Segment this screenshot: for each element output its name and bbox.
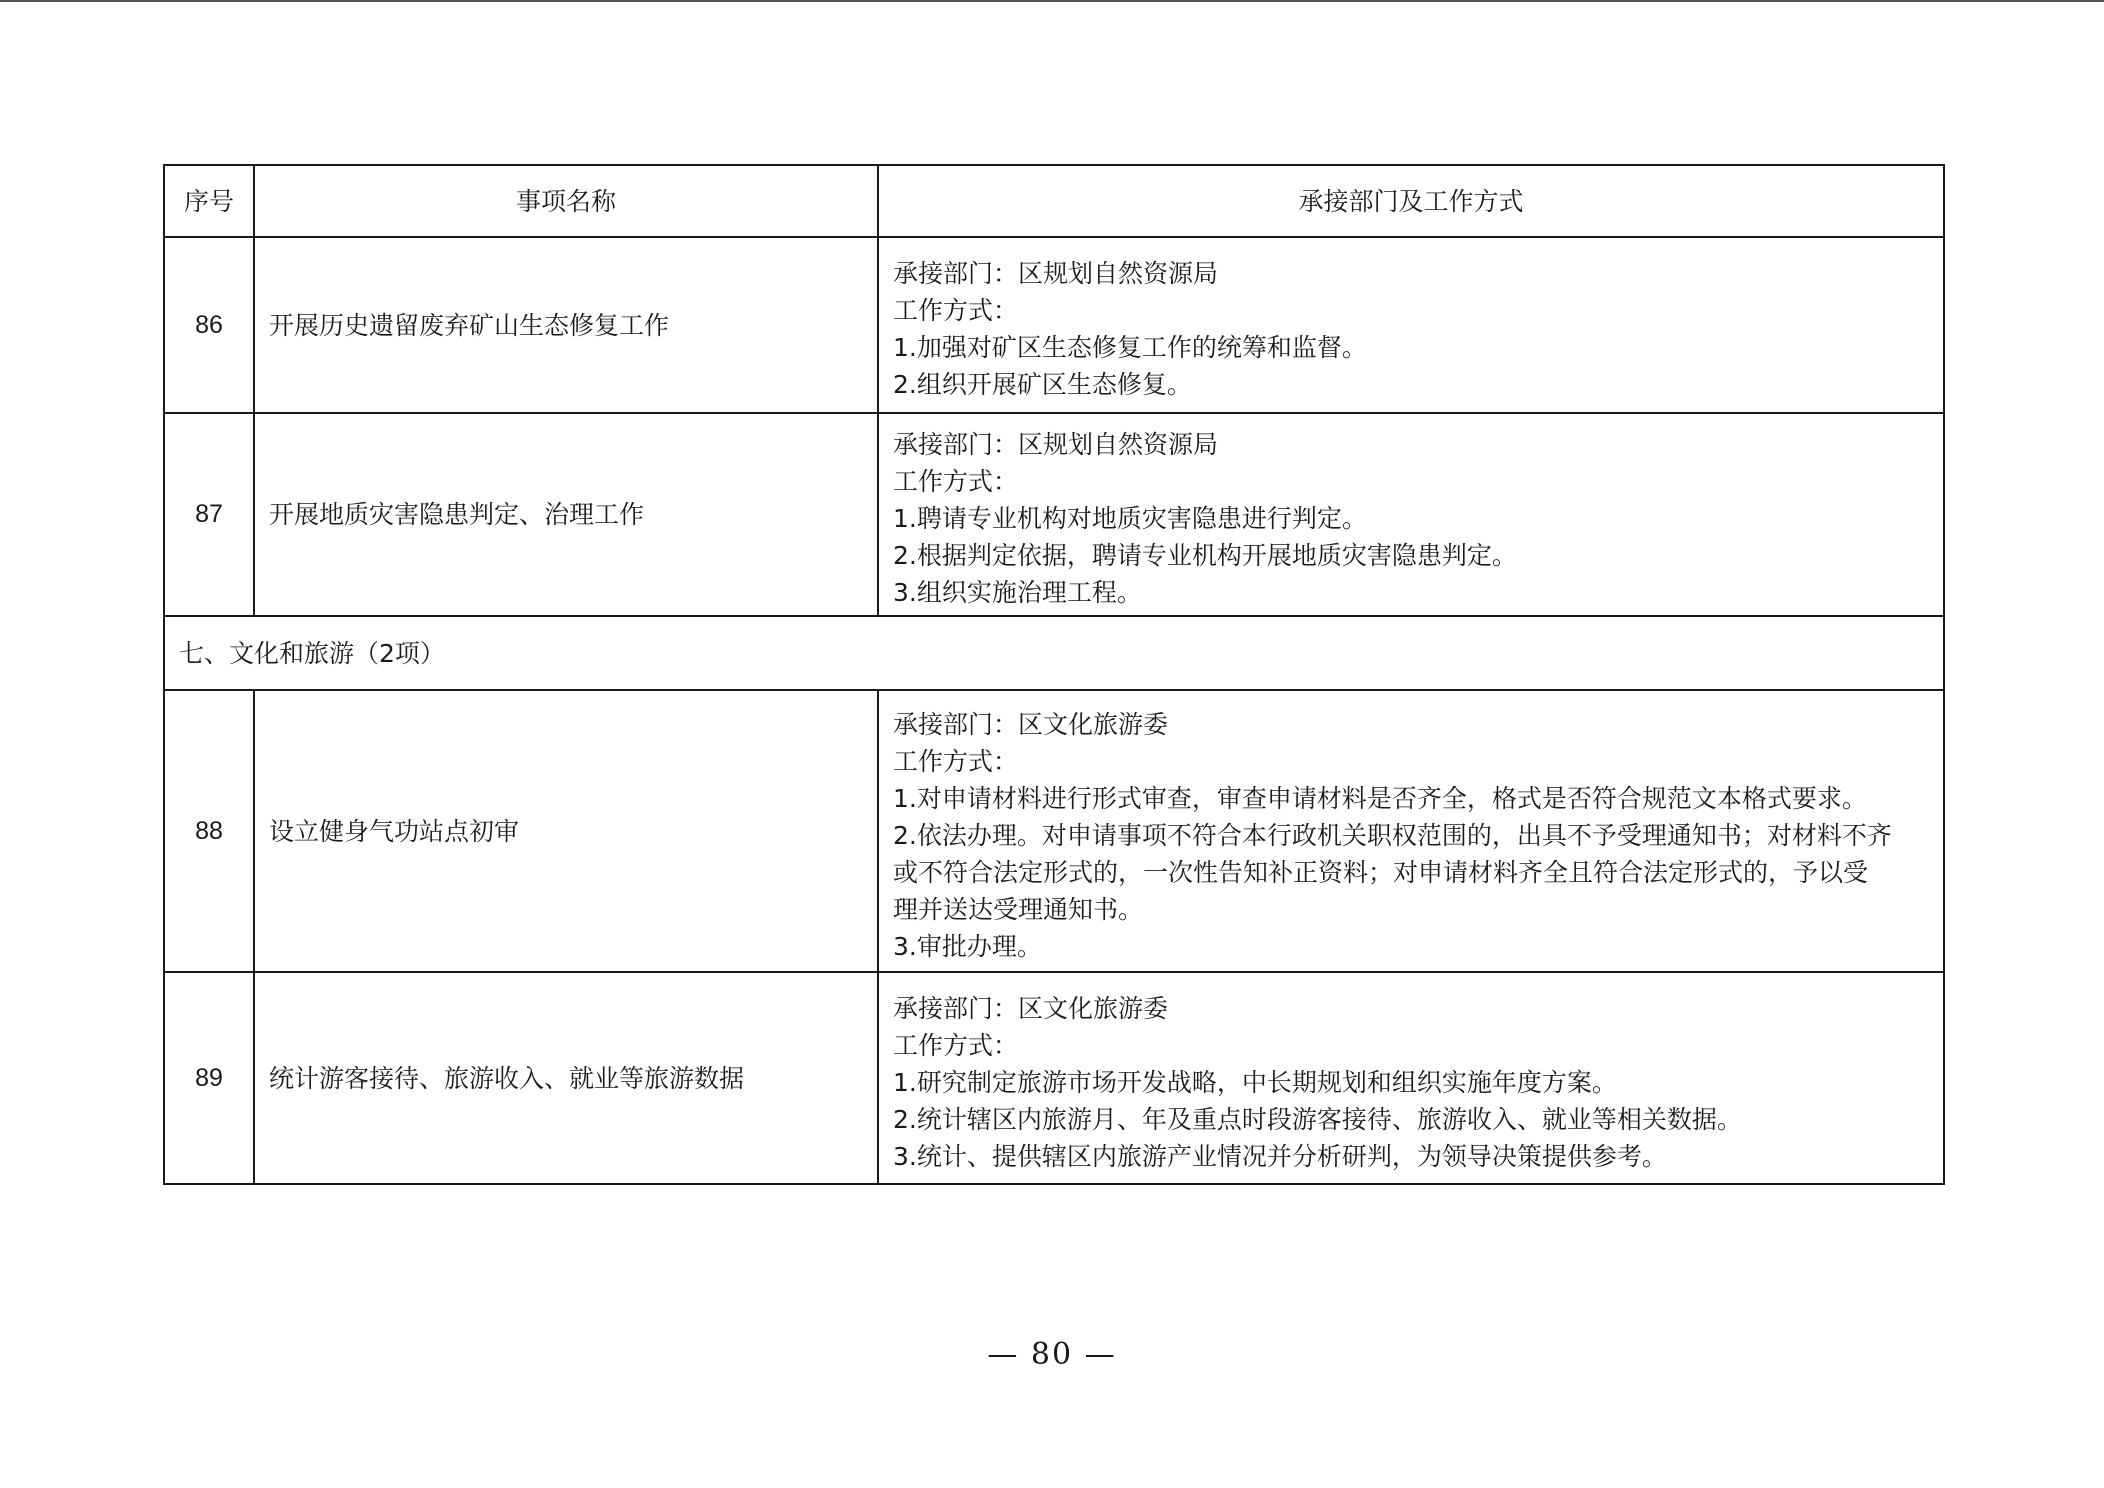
row-number: 89 bbox=[164, 972, 254, 1184]
method-item: 2.组织开展矿区生态修复。 bbox=[893, 370, 1192, 399]
method-item: 1.对申请材料进行形式审查，审查申请材料是否齐全，格式是否符合规范文本格式要求。 bbox=[893, 783, 1867, 813]
header-num: 序号 bbox=[164, 165, 254, 237]
method-item: 1.聘请专业机构对地质灾害隐患进行判定。 bbox=[893, 504, 1367, 533]
row-number: 87 bbox=[164, 413, 254, 616]
dept-and-method bbox=[878, 690, 1944, 972]
page-top-border bbox=[0, 0, 2104, 2]
matter-name: 开展地质灾害隐患判定、治理工作 bbox=[254, 413, 878, 616]
table-row bbox=[164, 690, 1944, 972]
matter-name: 设立健身气功站点初审 bbox=[254, 690, 878, 972]
matters-table bbox=[163, 164, 1945, 1185]
header-name: 事项名称 bbox=[254, 165, 878, 237]
method-label: 工作方式： bbox=[893, 746, 1019, 776]
section-title: 七、文化和旅游（2项） bbox=[164, 616, 1944, 690]
dept-and-method bbox=[878, 413, 1944, 616]
page-number: — 80 — bbox=[987, 1337, 1117, 1372]
method-item: 1.研究制定旅游市场开发战略，中长期规划和组织实施年度方案。 bbox=[893, 1067, 1617, 1097]
table-row bbox=[164, 413, 1944, 616]
dept-line: 承接部门：区规划自然资源局 bbox=[893, 259, 1219, 288]
section-row bbox=[164, 616, 1944, 690]
dept-line: 承接部门：区规划自然资源局 bbox=[893, 430, 1219, 459]
header-dept: 承接部门及工作方式 bbox=[878, 165, 1944, 237]
method-item: 3.组织实施治理工程。 bbox=[893, 578, 1142, 607]
method-item-continued: 理并送达受理通知书。 bbox=[893, 894, 1144, 924]
method-item: 1.加强对矿区生态修复工作的统筹和监督。 bbox=[893, 333, 1367, 362]
row-number: 86 bbox=[164, 237, 254, 413]
method-item: 3.审批办理。 bbox=[893, 931, 1042, 961]
dept-line: 承接部门：区文化旅游委 bbox=[893, 709, 1169, 739]
table-header-row bbox=[164, 165, 1944, 237]
method-item: 2.统计辖区内旅游月、年及重点时段游客接待、旅游收入、就业等相关数据。 bbox=[893, 1104, 1742, 1134]
method-item-continued: 或不符合法定形式的，一次性告知补正资料；对申请材料齐全且符合法定形式的，予以受 bbox=[893, 857, 1869, 887]
dept-and-method bbox=[878, 972, 1944, 1184]
table-row bbox=[164, 972, 1944, 1184]
table-row bbox=[164, 237, 1944, 413]
row-number: 88 bbox=[164, 690, 254, 972]
method-label: 工作方式： bbox=[893, 296, 1019, 325]
method-item: 2.根据判定依据，聘请专业机构开展地质灾害隐患判定。 bbox=[893, 541, 1517, 570]
method-label: 工作方式： bbox=[893, 467, 1019, 496]
method-item: 2.依法办理。对申请事项不符合本行政机关职权范围的，出具不予受理通知书；对材料不齐 bbox=[893, 820, 1892, 850]
method-item: 3.统计、提供辖区内旅游产业情况并分析研判，为领导决策提供参考。 bbox=[893, 1141, 1667, 1171]
dept-line: 承接部门：区文化旅游委 bbox=[893, 993, 1169, 1023]
method-label: 工作方式： bbox=[893, 1030, 1019, 1060]
matter-name: 开展历史遗留废弃矿山生态修复工作 bbox=[254, 237, 878, 413]
dept-and-method bbox=[878, 237, 1944, 413]
matter-name: 统计游客接待、旅游收入、就业等旅游数据 bbox=[254, 972, 878, 1184]
